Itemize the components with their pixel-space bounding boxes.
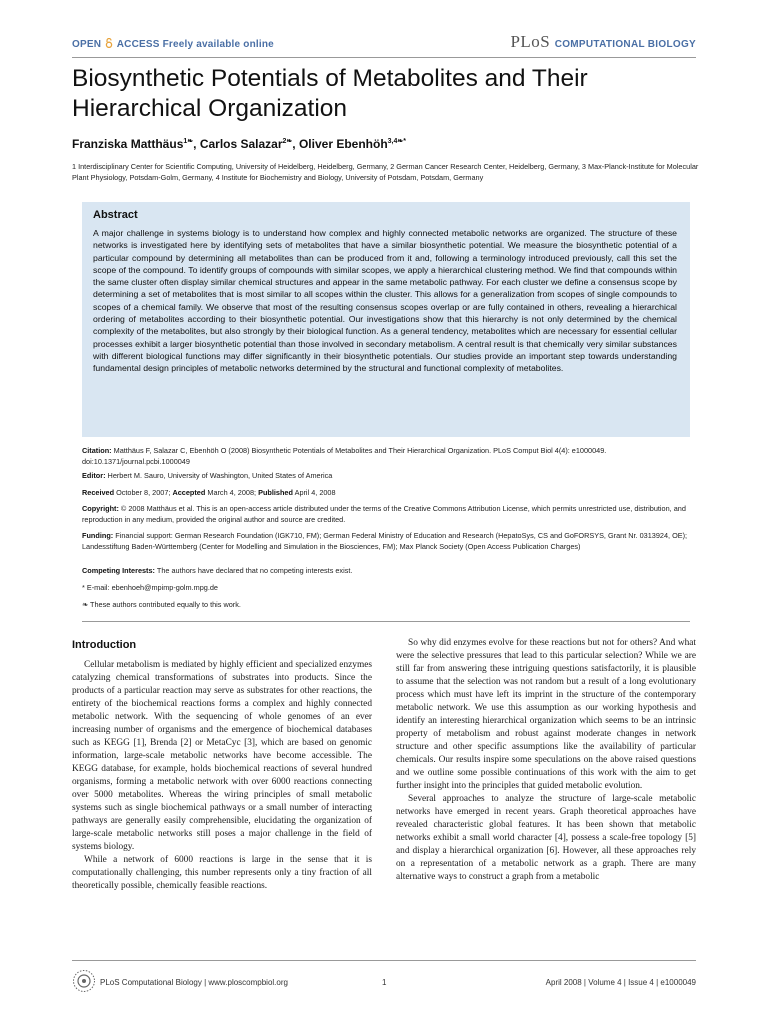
access-label: ACCESS Freely available online <box>116 39 274 50</box>
editor-text: Herbert M. Sauro, University of Washington, United States of America <box>107 471 333 480</box>
editor <box>82 471 690 482</box>
journal-header <box>72 32 696 58</box>
footer-divider <box>72 960 696 961</box>
funding <box>82 531 690 552</box>
equal-contribution-note: ❧ These authors contributed equally to this work. <box>82 600 241 609</box>
open-access-label <box>72 38 274 50</box>
section-heading-introduction: Introduction <box>72 639 137 651</box>
paragraph: Cellular metabolism is mediated by highly efficient and specialized enzymes catalyzing chemical transformations of substrates into products. Since the products of a particular reaction may serve as substrates for other reactions, the entirety of the biochemical reactions forms a complex and highly connected metabolic network. With the sequencing of whole genomes of an ever increasing number of organisms and the emergence of biochemical databases such as KEGG [1], Brenda [2] or MetaCyc [3], which are based on genomic information, large-scale metabolic networks have become accessible. The KEGG database, for example, holds biochemical reactions of several hundred organisms, forming a metabolic network with over 6000 reactions connecting over 5000 metabolites. Whereas the wiring principles of small metabolic systems such as single biochemical pathways or a small number of interacting pathways are generally easily comprehensible, elucidating the organization of large-scale metabolic networks still poses a major challenge in the field of systems biology. <box>72 660 372 852</box>
author-affil-marker: 2❧ <box>282 138 293 145</box>
affiliations: 1 Interdisciplinary Center for Scientific Computing, University of Heidelberg, Heidelberg, Germany, 2 German Cancer Research Center, Heidelberg, Germany, 3 Max-Planck-Institute for Molecular Plant Physiology, Potsdam-Golm, Germany, 4 Institute for Biochemistry and Biology, University of Potsdam, Potsdam, Germany <box>72 162 699 182</box>
published-label: Published <box>258 488 293 497</box>
footer-journal: PLoS Computational Biology | www.ploscompbiol.org <box>100 978 288 987</box>
author-name: Oliver Ebenhöh <box>298 137 388 151</box>
citation-label: Citation: <box>82 446 112 455</box>
received-date: October 8, 2007; <box>116 488 171 497</box>
abstract-text: A major challenge in systems biology is to understand how complex and highly connected metabolic networks are organized. The structure of these networks is investigated here by identifying sets of metabolites that have a similar biosynthetic potential. We measure the biosynthetic potential of a particular compound by determining all metabolites than can be produced from it and, following a terminology introduced previously, call this set the scope of the compound. To identify groups of compounds with similar scopes, we apply a hierarchical clustering method. We find that compounds within the same cluster often display similar chemical structures and appear in the same metabolic pathway. For each cluster we define a consensus scope by determining a set of metabolites that is most similar to all scopes within the cluster. This allows for a generalization from scopes of single compounds to scopes of a chemical family. We observe that most of the resulting consensus scopes overlap or are fully contained in others, revealing a hierarchical ordering of metabolites according to their biosynthetic potential. Our investigations show that this hierarchy is not only determined by the chemical complexity of the metabolites, but also strongly by their biological function. As a general tendency, metabolites which are necessary for essential cellular processes exhibit a larger biosynthetic potential than those involved in secondary metabolism. A central result is that chemically very similar substances with different biological functions may differ significantly in their biosynthetic potentials. Our studies provide an important step towards understanding fundamental design principles of metabolic networks determined by the structural and functional complexity of metabolites. <box>93 228 677 374</box>
author-affil-marker: 3,4❧* <box>387 138 406 145</box>
funding-text: Financial support: German Research Foundation (IGK710, FM); German Federal Ministry of Education and Research (HepatoSys, CS and GoFORSYS, Grant Nr. 0313924, OE); Landesstiftung Baden-Württemberg (Center for Modelling and Simulation in the Biosciences, FM); Max Planck Society (Open Access Publication Charges) <box>82 531 688 551</box>
abstract-heading: Abstract <box>93 209 138 221</box>
published-date: April 4, 2008 <box>294 488 336 497</box>
metadata-divider <box>82 621 690 622</box>
body-column-right <box>396 637 696 884</box>
competing-interests <box>82 566 690 577</box>
competing-label: Competing Interests: <box>82 566 155 575</box>
author-list: Franziska Matthäus$^{1❧}$, Carlos Salazar$^{2❧}$, Oliver Ebenhöh$^{3,4❧*}$ <box>72 137 406 151</box>
received-label: Received <box>82 488 115 497</box>
header-divider <box>72 57 696 58</box>
editor-label: Editor: <box>82 471 106 480</box>
funding-label: Funding: <box>82 531 114 540</box>
page-footer <box>72 969 696 999</box>
page-number: 1 <box>382 978 387 987</box>
copyright-text: © 2008 Matthäus et al. This is an open-access article distributed under the terms of the Creative Commons Attribution License, which permits unrestricted use, distribution, and reproduction in any medium, provided the original author and source are credited. <box>82 504 686 524</box>
paragraph: Several approaches to analyze the structure of large-scale metabolic networks have emerged in recent years. Graph theoretical approaches have revealed characteristic global features. It has been shown that metabolic networks exhibit a small world character [4], possess a scale-free topology [5] and display a hierarchical organization [6]. However, all these approaches rely on a representation of a metabolic network as a graph. There are many alternative ways to construct a graph from a metabolic <box>396 794 696 882</box>
paragraph: So why did enzymes evolve for these reactions but not for others? And what were the selective pressures that lead to this particular selection? While we are still far from answering these intriguing questions satisfactorily, it is plausible to assume that the selection was not random but a result of a long evolutionary process which must have left its imprint in the structure of the contemporary metabolic network. We use this assumption as our working hypothesis and identify an interesting hierarchical organization which seems to be an intrinsic property of metabolism and robust against moderate changes in network structure and other specific assumptions like the availability of particular chemicals. Our results inspire some speculations on the above raised questions and we outline some possible continuations of this work with the aim to get further insight into the principles that guided metabolic evolution. <box>396 638 696 791</box>
competing-text: The authors have declared that no competing interests exist. <box>156 566 353 575</box>
copyright-label: Copyright: <box>82 504 119 513</box>
plos-wordmark: PLoS <box>510 32 551 51</box>
copyright <box>82 504 690 525</box>
author-name: Franziska Matthäus <box>72 137 184 151</box>
citation <box>82 446 690 467</box>
open-label: OPEN <box>72 39 102 50</box>
paragraph: While a network of 6000 reactions is large in the sense that it is computationally challenging, this number represents only a tiny fraction of all theoretically possible, chemically feasible reactions. <box>72 855 372 891</box>
author-name: Carlos Salazar <box>199 137 283 151</box>
corresponding-email: * E-mail: ebenhoeh@mpimp-golm.mpg.de <box>82 583 218 592</box>
footer-issue: April 2008 | Volume 4 | Issue 4 | e1000049 <box>545 978 696 987</box>
footer-url[interactable]: www.ploscompbiol.org <box>208 978 288 987</box>
footer-journal-name: PLoS Computational Biology <box>100 978 202 987</box>
article-title: Biosynthetic Potentials of Metabolites and Their Hierarchical Organization <box>72 65 588 122</box>
citation-text: Matthäus F, Salazar C, Ebenhöh O (2008) Biosynthetic Potentials of Metabolites and Their Hierarchical Organization. PLoS Comput Biol 4(4): e1000049. doi:10.1371/journal.pcbi.1000049 <box>82 446 607 466</box>
open-access-lock-icon <box>105 38 113 48</box>
journal-logo <box>510 32 696 52</box>
author-affil-marker: 1❧ <box>183 138 194 145</box>
body-column-left <box>72 659 372 893</box>
dates <box>82 488 690 499</box>
accepted-date: March 4, 2008; <box>207 488 257 497</box>
accepted-label: Accepted <box>172 488 206 497</box>
plos-circle-logo-icon <box>72 969 96 993</box>
journal-name: COMPUTATIONAL BIOLOGY <box>554 39 696 50</box>
